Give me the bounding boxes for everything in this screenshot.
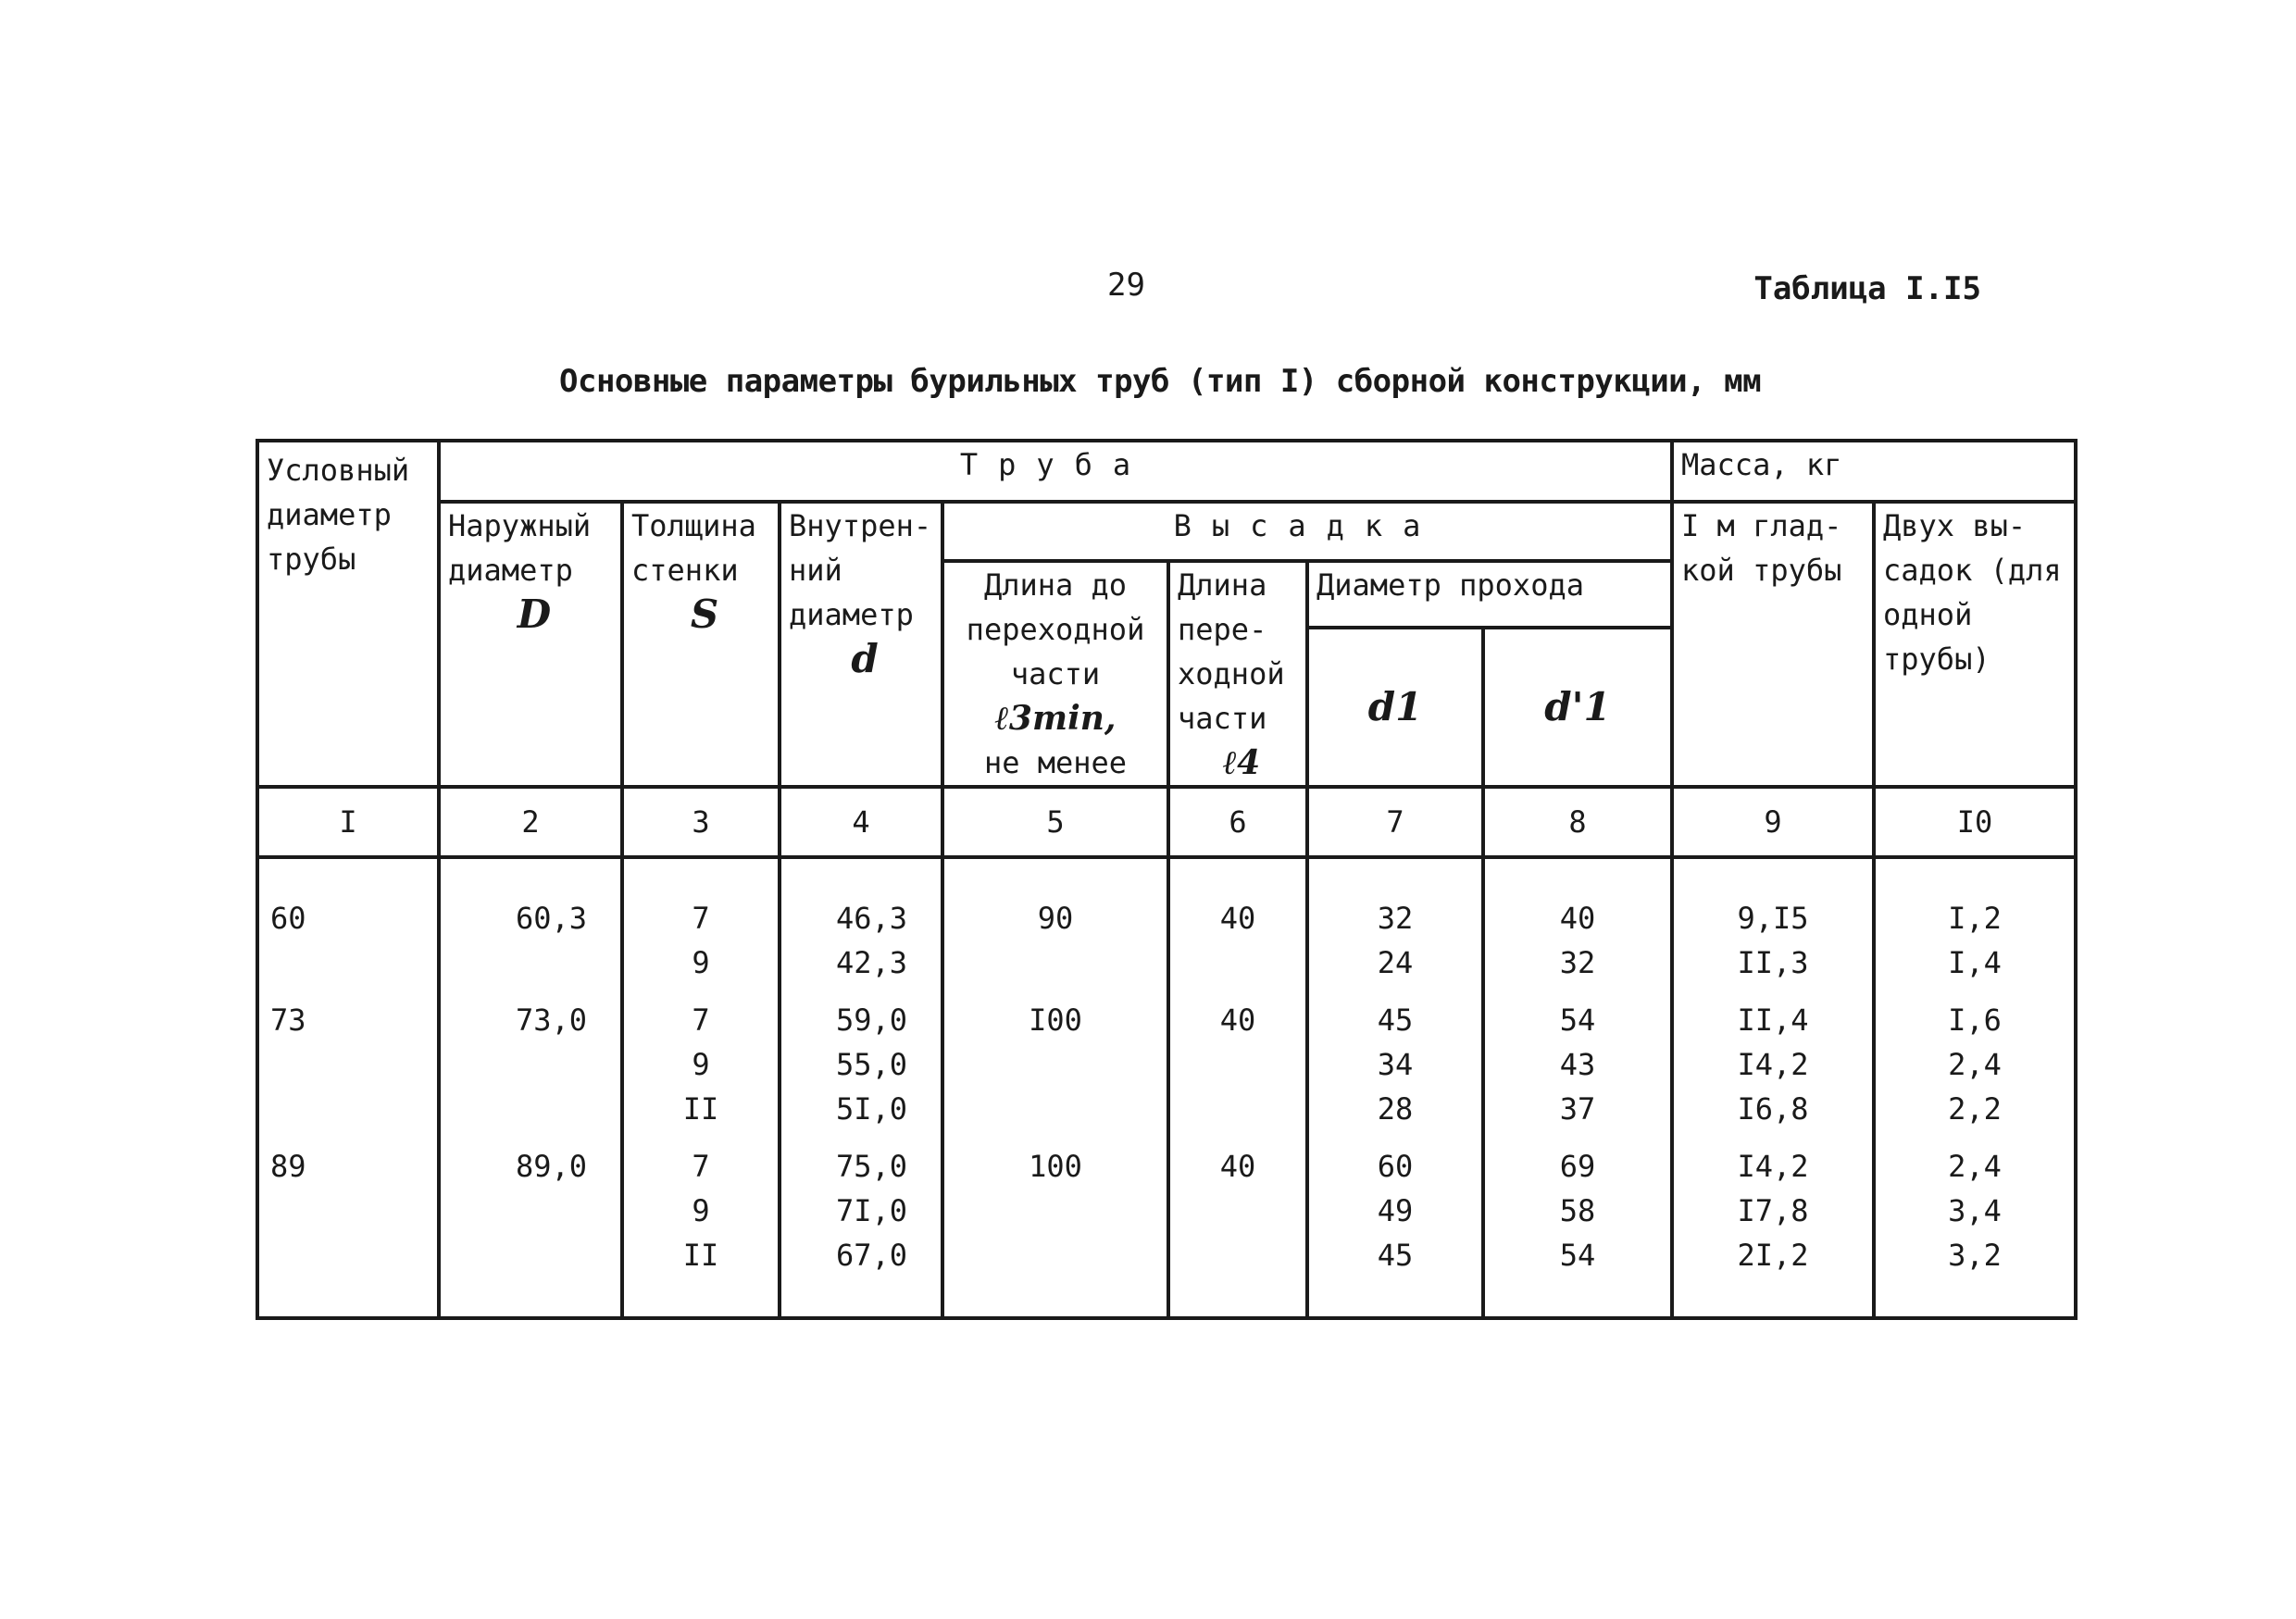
table-cell: [441, 1087, 587, 1131]
table-cell: 75,0: [835, 1149, 907, 1184]
table-cell: II: [682, 1091, 719, 1127]
col-length-to-transition: [942, 857, 1168, 1318]
table-cell: [1170, 940, 1305, 985]
table-cell: II,4: [1737, 1003, 1809, 1038]
table-cell: 40: [1219, 1149, 1256, 1184]
table-cell: [270, 1087, 437, 1131]
table-cell: 89: [270, 1149, 306, 1184]
table-cell: 32: [1377, 901, 1414, 936]
table-cell: [944, 1087, 1167, 1131]
column-number: 4: [780, 787, 942, 857]
transition-length-label: Длина пере-ходной части: [1178, 567, 1285, 736]
column-number: 8: [1483, 787, 1672, 857]
table-cell: [270, 1233, 437, 1277]
table-cell: 9: [692, 1193, 710, 1228]
col-outer-diameter: [439, 857, 622, 1318]
col-wall-thickness: [622, 857, 780, 1318]
col-mass-smooth: [1672, 857, 1874, 1318]
header-mass-group: Масса, кг: [1672, 441, 2076, 502]
inner-diameter-label: Внутрен-ний диаметр: [789, 508, 932, 632]
table-cell: 100: [1029, 1149, 1082, 1184]
table-cell: 7: [692, 1149, 710, 1184]
table-cell: 2,4: [1948, 1047, 2002, 1082]
table-cell: 9,I5: [1737, 901, 1809, 936]
length-to-transition-symbol: ℓ3min,: [994, 699, 1117, 738]
table-cell: 40: [1219, 1003, 1256, 1038]
length-to-transition-note: не менее: [983, 745, 1128, 780]
col-d1-prime: [1483, 857, 1672, 1318]
column-number: 7: [1307, 787, 1483, 857]
table-cell: 46,3: [835, 901, 907, 936]
table-cell: [441, 1042, 587, 1087]
table-cell: 73,0: [515, 1003, 587, 1038]
column-number: 5: [942, 787, 1168, 857]
header-inner-diameter: [780, 502, 942, 787]
header-wall-thickness: [622, 502, 780, 787]
header-d1-prime: [1483, 628, 1672, 787]
table-cell: 43: [1559, 1047, 1596, 1082]
table-cell: [270, 1042, 437, 1087]
table-cell: II: [682, 1238, 719, 1273]
table-cell: I6,8: [1737, 1091, 1809, 1127]
table-cell: 73: [270, 1003, 306, 1038]
table-cell: [944, 1042, 1167, 1087]
table-cell: [1170, 1087, 1305, 1131]
table-cell: II,3: [1737, 945, 1809, 980]
inner-diameter-symbol: d: [851, 636, 879, 681]
length-to-transition-label: Длина до переходной части: [966, 567, 1145, 691]
table-cell: [944, 1189, 1167, 1233]
table-caption: Основные параметры бурильных труб (тип I) сборной конструкции, мм: [559, 363, 1762, 400]
table-cell: [270, 940, 437, 985]
table-cell: 7: [692, 1003, 710, 1038]
column-number-row: [257, 787, 2076, 857]
table-cell: 2,2: [1948, 1091, 2002, 1127]
outer-diameter-label: Наружный диаметр: [448, 508, 592, 588]
table-cell: 49: [1377, 1193, 1414, 1228]
table-cell: 60: [1377, 1149, 1414, 1184]
header-bore-diameter: Диаметр прохода: [1307, 561, 1672, 628]
table-cell: [944, 1233, 1167, 1277]
table-cell: 7I,0: [835, 1193, 907, 1228]
header-upset-group: Высадка: [942, 502, 1672, 561]
transition-length-symbol: ℓ4: [1222, 743, 1261, 782]
page-number: 29: [1107, 267, 1145, 304]
table-cell: 60,3: [515, 901, 587, 936]
table-cell: I4,2: [1737, 1149, 1809, 1184]
table-cell: [270, 1189, 437, 1233]
table-cell: [944, 940, 1167, 985]
table-cell: I4,2: [1737, 1047, 1809, 1082]
wall-thickness-symbol: S: [690, 592, 719, 637]
table-cell: 28: [1377, 1091, 1414, 1127]
table-cell: [441, 940, 587, 985]
table-cell: 89,0: [515, 1149, 587, 1184]
column-number: I: [257, 787, 439, 857]
table-cell: 24: [1377, 945, 1414, 980]
table-cell: 45: [1377, 1003, 1414, 1038]
column-number: 6: [1168, 787, 1307, 857]
header-mass-smooth: I м глад-кой трубы: [1672, 502, 1874, 787]
table-cell: [441, 1189, 587, 1233]
d1-symbol: d1: [1367, 684, 1423, 729]
table-cell: I,6: [1948, 1003, 2002, 1038]
header-mass-upsets: Двух вы-садок (для одной трубы): [1874, 502, 2076, 787]
table-cell: 42,3: [835, 945, 907, 980]
table-cell: 54: [1559, 1238, 1596, 1273]
table-cell: I7,8: [1737, 1193, 1809, 1228]
table-cell: 37: [1559, 1091, 1596, 1127]
table-cell: [1170, 1233, 1305, 1277]
d1-prime-symbol: d'1: [1544, 684, 1611, 729]
col-inner-diameter: [780, 857, 942, 1318]
table-cell: 55,0: [835, 1047, 907, 1082]
table-cell: 90: [1037, 901, 1074, 936]
pipe-parameters-table: [256, 439, 2078, 1320]
table-cell: I00: [1029, 1003, 1082, 1038]
col-mass-upsets: [1874, 857, 2076, 1318]
header-pipe-group: Труба: [439, 441, 1672, 502]
table-cell: 9: [692, 945, 710, 980]
header-outer-diameter: [439, 502, 622, 787]
column-number: 3: [622, 787, 780, 857]
column-number: 2: [439, 787, 622, 857]
table-cell: 7: [692, 901, 710, 936]
table-cell: 32: [1559, 945, 1596, 980]
table-number: Таблица I.I5: [1753, 270, 1981, 307]
table-cell: 45: [1377, 1238, 1414, 1273]
table-cell: [441, 1233, 587, 1277]
table-cell: 2I,2: [1737, 1238, 1809, 1273]
header-d1: [1307, 628, 1483, 787]
table-cell: 69: [1559, 1149, 1596, 1184]
table-cell: 3,4: [1948, 1193, 2002, 1228]
table-cell: 3,2: [1948, 1238, 2002, 1273]
outer-diameter-symbol: D: [517, 592, 552, 637]
table-cell: 5I,0: [835, 1091, 907, 1127]
table-cell: 34: [1377, 1047, 1414, 1082]
header-nominal-diameter: Условный диаметр трубы: [257, 441, 439, 787]
header-length-to-transition: [942, 561, 1168, 787]
table-cell: I,4: [1948, 945, 2002, 980]
table-cell: 54: [1559, 1003, 1596, 1038]
table-cell: 67,0: [835, 1238, 907, 1273]
table-cell: 9: [692, 1047, 710, 1082]
table-cell: 40: [1559, 901, 1596, 936]
data-body-row: [257, 857, 2076, 1318]
column-number: 9: [1672, 787, 1874, 857]
table-cell: 2,4: [1948, 1149, 2002, 1184]
table-cell: I,2: [1948, 901, 2002, 936]
table-cell: [1170, 1042, 1305, 1087]
table-cell: 59,0: [835, 1003, 907, 1038]
table-cell: [1170, 1189, 1305, 1233]
column-number: I0: [1874, 787, 2076, 857]
wall-thickness-label: Толщина стенки: [631, 508, 756, 588]
col-transition-length: [1168, 857, 1307, 1318]
col-d1: [1307, 857, 1483, 1318]
table-cell: 58: [1559, 1193, 1596, 1228]
col-nominal: [257, 857, 439, 1318]
table-cell: 40: [1219, 901, 1256, 936]
table-cell: 60: [270, 901, 306, 936]
header-transition-length: [1168, 561, 1307, 787]
